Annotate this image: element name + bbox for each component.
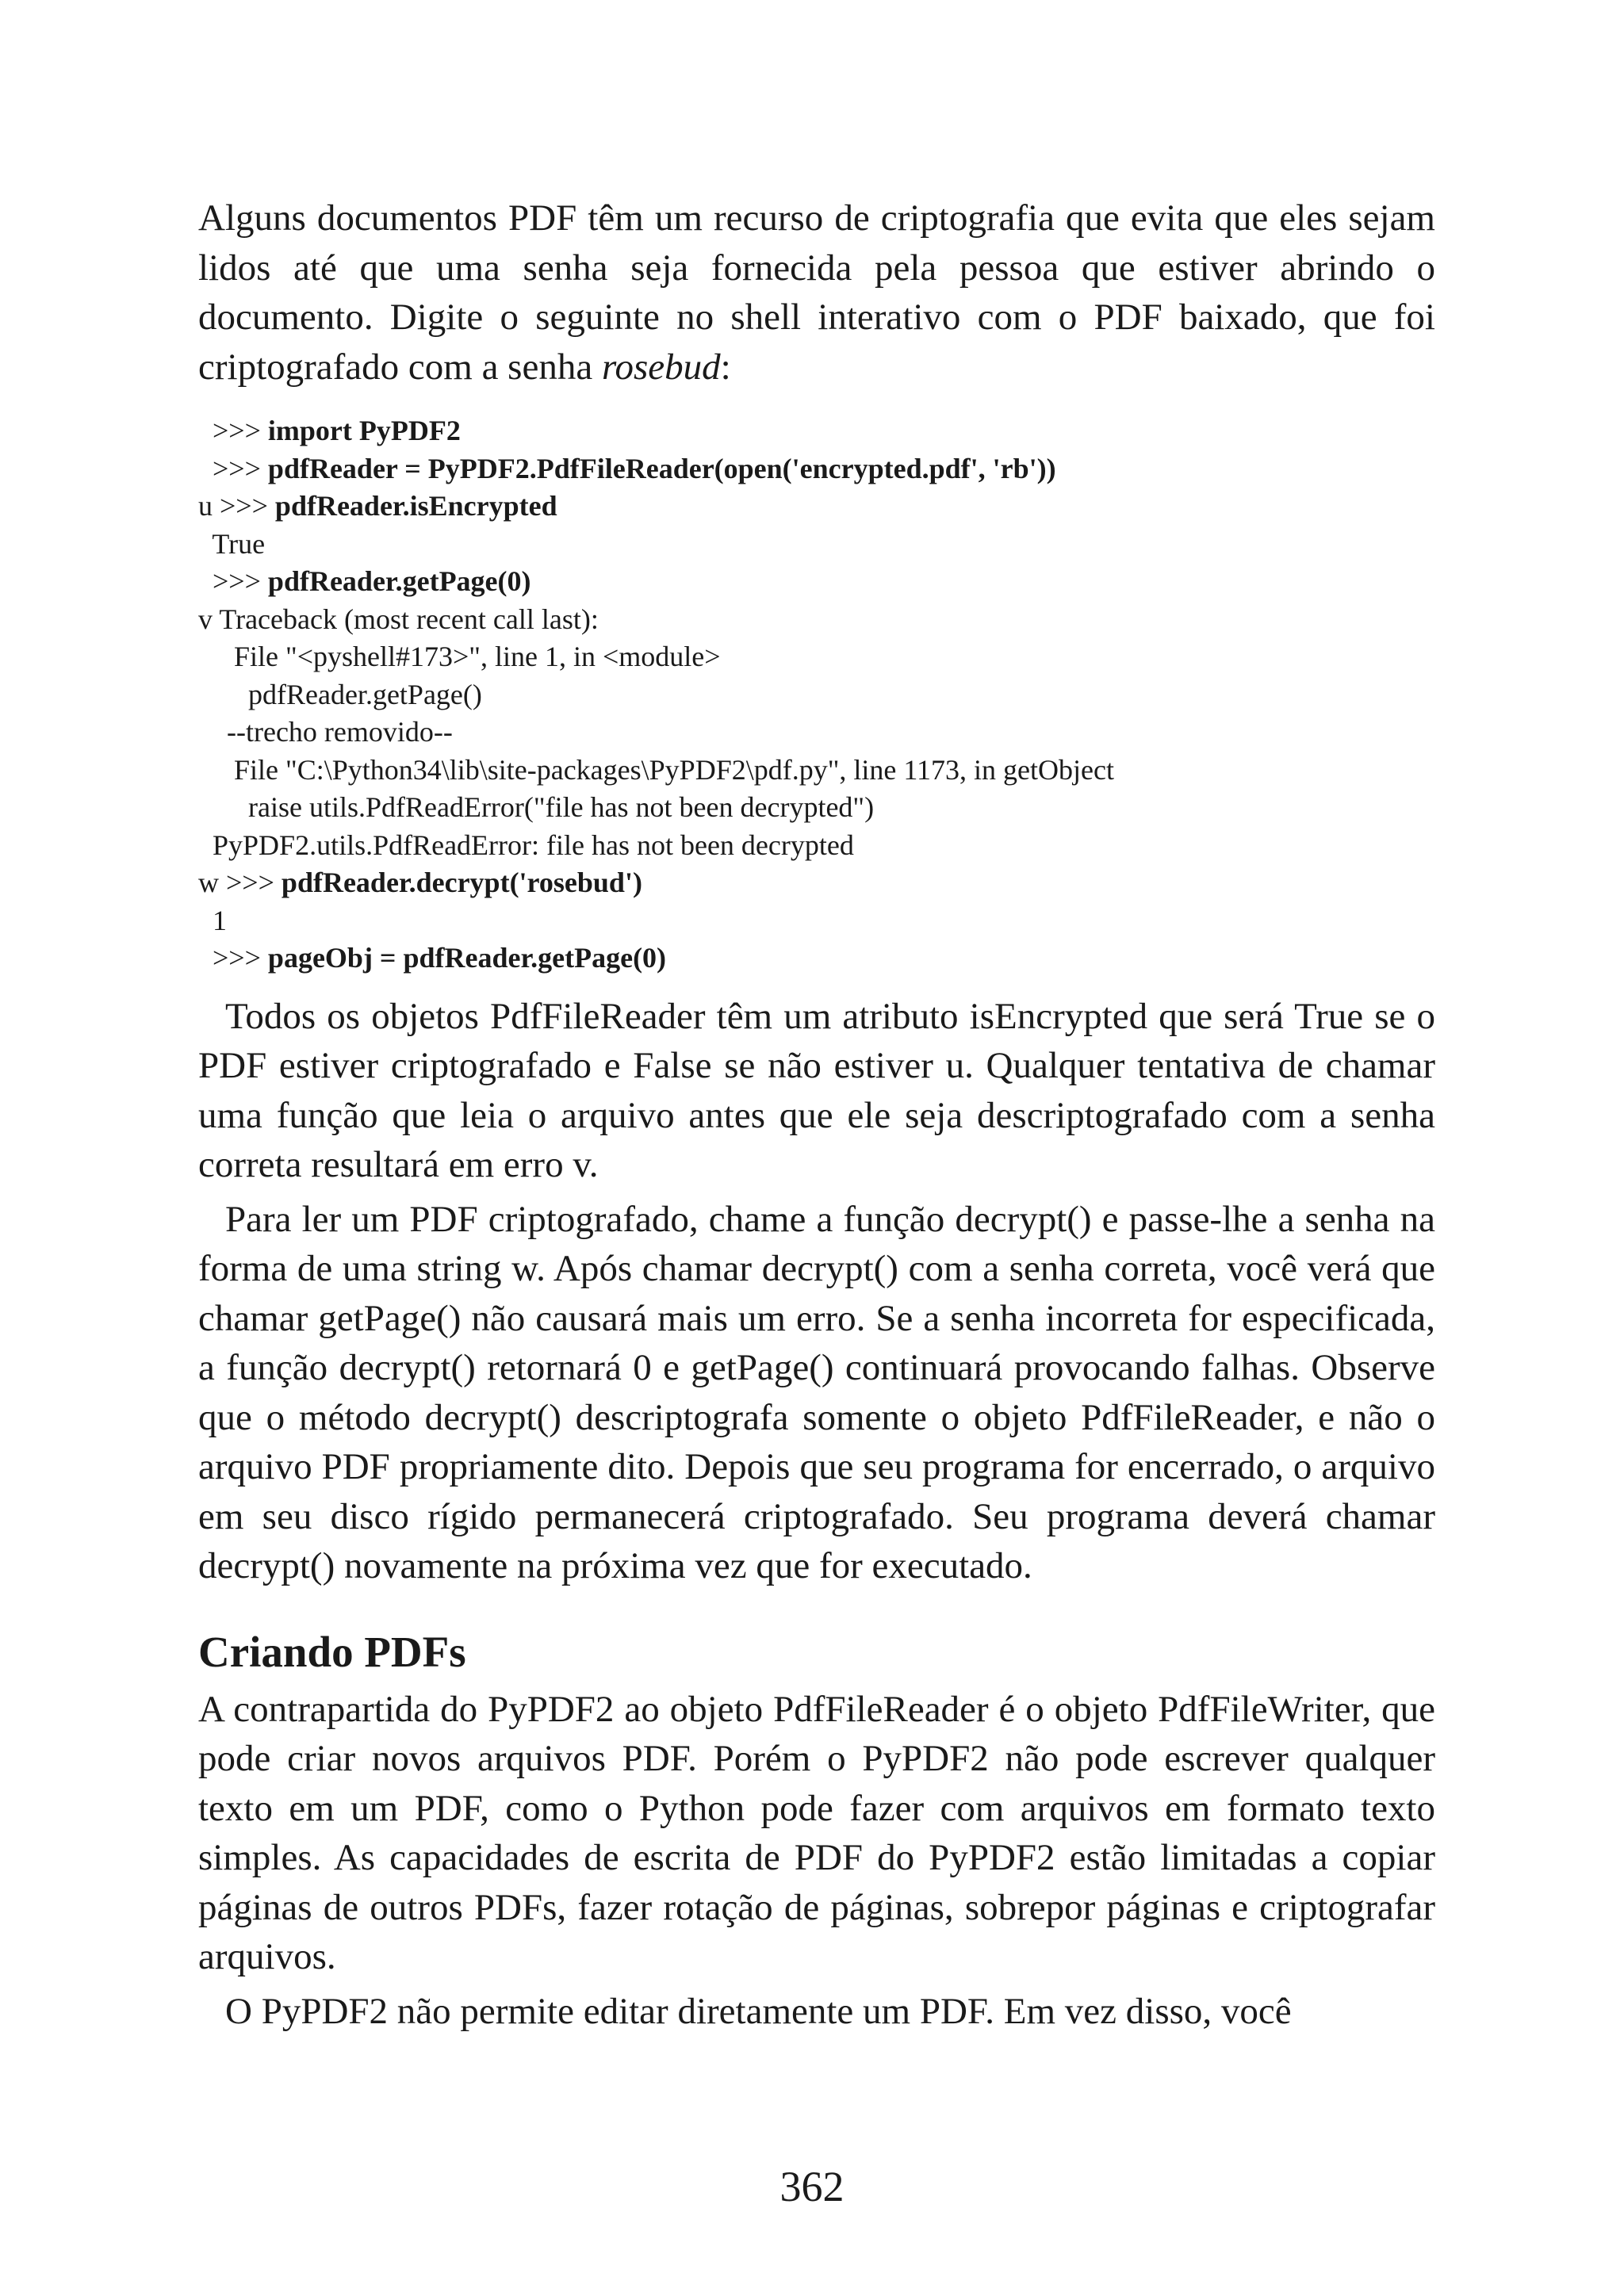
code-line: --trecho removido-- [213,716,453,748]
code-line: PyPDF2.utils.PdfReadError: file has not been decrypted [213,828,854,861]
code-listing [198,412,1435,978]
code-line: w >>> pdfReader.decrypt('rosebud') [198,867,642,898]
page-content [198,193,1435,2036]
section-paragraph: A contrapartida do PyPDF2 ao objeto PdfFileReader é o objeto PdfFileWriter, que pode criar novos arquivos PDF. Porém o PyPDF2 não pode escrever qualquer texto em um PDF, como o Python pode fazer com arquivos em formato texto simples. As capacidades de escrita de PDF do PyPDF2 estão limitadas a copiar páginas de outros PDFs, fazer rotação de páginas, sobrepor páginas e criptografar arquivos. [198,1688,1435,1977]
body-paragraph: Para ler um PDF criptografado, chame a função decrypt() e passe-lhe a senha na forma de uma string w. Após chamar decrypt() com a senha correta, você verá que chamar getPage() não causará mais um erro. Se a senha incorreta for especificada, a função decrypt() retornará 0 e getPage() continuará provocando falhas. Observe que o método decrypt() descriptografa somente o objeto PdfFileReader, e não o arquivo PDF propriamente dito. Depois que seu programa for encerrado, o arquivo em seu disco rígido permanecerá criptografado. Seu programa deverá chamar decrypt() novamente na próxima vez que for executado. [198,1198,1435,1586]
section-heading: Criando PDFs [198,1627,466,1676]
password-text: rosebud [601,346,721,388]
code-line: 1 [213,904,227,936]
code-line: File "C:\Python34\lib\site-packages\PyPDF2\pdf.py", line 1173, in getObject [213,753,1114,786]
code-line: pdfReader.getPage() [213,678,482,710]
code-line: >>> import PyPDF2 [213,415,461,446]
code-line: v Traceback (most recent call last): [198,603,599,635]
intro-paragraph [198,193,1435,392]
code-line: >>> pdfReader.getPage(0) [213,565,531,597]
section-paragraph: O PyPDF2 não permite editar diretamente um PDF. Em vez disso, você [225,1990,1292,2032]
code-line: True [212,527,266,560]
body-paragraph: Todos os objetos PdfFileReader têm um atributo isEncrypted que será True se o PDF estiver criptografado e False se não estiver u. Qualquer tentativa de chamar uma função que leia o arquivo antes que ele seja descriptografado com a senha correta resultará em erro v. [198,995,1435,1185]
code-line: >>> pdfReader = PyPDF2.PdfFileReader(open('encrypted.pdf', 'rb')) [213,452,1056,484]
code-line: >>> pageObj = pdfReader.getPage(0) [213,942,667,974]
intro-colon: : [720,346,731,388]
code-line: File "<pyshell#173>", line 1, in <module> [213,641,721,672]
page-number: 362 [779,2163,845,2210]
intro-text: Alguns documentos PDF têm um recurso de criptografia que evita que eles sejam lidos até que uma senha seja fornecida pela pessoa que estiver abrindo o documento. Digite o seguinte no shell interativo com o PDF baixado, que foi criptografado com a senha [198,197,1435,388]
code-line: raise utils.PdfReadError("file has not been decrypted") [213,791,875,823]
code-line: u >>> pdfReader.isEncrypted [198,490,557,522]
